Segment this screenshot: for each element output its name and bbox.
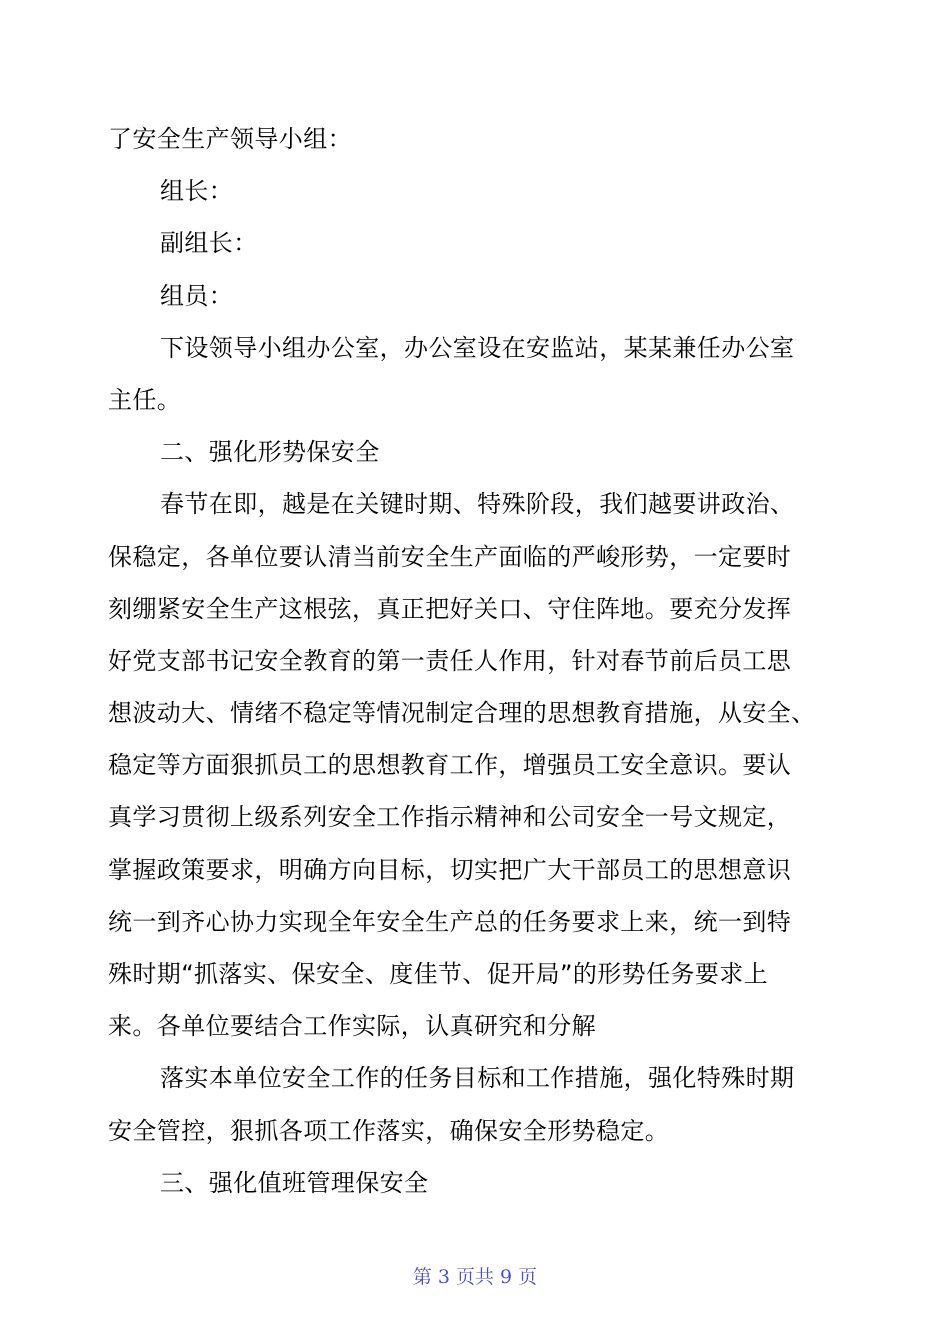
text-line: 下设领导小组办公室，办公室设在安监站，某某兼任办公室 — [160, 333, 795, 362]
text-line: 来。各单位要结合工作实际，认真研究和分解 — [108, 1012, 596, 1041]
text-line: 想波动大、情绪不稳定等情况制定合理的思想教育措施，从安全、 — [108, 699, 816, 728]
document-body — [108, 113, 848, 1209]
text-line: 好党支部书记安全教育的第一责任人作用，针对春节前后员工思 — [108, 646, 792, 675]
section-heading: 二、强化形势保安全 — [160, 438, 380, 467]
page-number-footer: 第 3 页共 9 页 — [412, 1266, 538, 1288]
text-line: 统一到齐心协力实现全年安全生产总的任务要求上来，统一到特 — [108, 907, 792, 936]
text-line: 稳定等方面狠抓员工的思想教育工作，增强员工安全意识。要认 — [108, 751, 792, 780]
group-leader-line: 组长： — [160, 177, 234, 206]
text-line: 真学习贯彻上级系列安全工作指示精神和公司安全一号文规定， — [108, 803, 792, 832]
group-member-line: 组员： — [160, 281, 234, 310]
text-line: 殊时期“抓落实、保安全、度佳节、促开局”的形势任务要求上 — [108, 960, 769, 988]
text-line: 安全管控，狠抓各项工作落实，确保安全形势稳定。 — [108, 1116, 670, 1145]
deputy-leader-line: 副组长： — [160, 229, 258, 258]
text-line: 春节在即，越是在关键时期、特殊阶段，我们越要讲政治、 — [160, 490, 795, 519]
text-line: 落实本单位安全工作的任务目标和工作措施，强化特殊时期 — [160, 1064, 795, 1093]
text-line: 掌握政策要求，明确方向目标，切实把广大干部员工的思想意识 — [108, 855, 792, 884]
section-heading: 三、强化值班管理保安全 — [160, 1168, 429, 1197]
text-line: 主任。 — [108, 385, 182, 414]
text-line: 保稳定，各单位要认清当前安全生产面临的严峻形势，一定要时 — [108, 542, 792, 571]
text-line: 了安全生产领导小组： — [108, 125, 352, 153]
text-line: 刻绷紧安全生产这根弦，真正把好关口、守住阵地。要充分发挥 — [108, 594, 792, 623]
